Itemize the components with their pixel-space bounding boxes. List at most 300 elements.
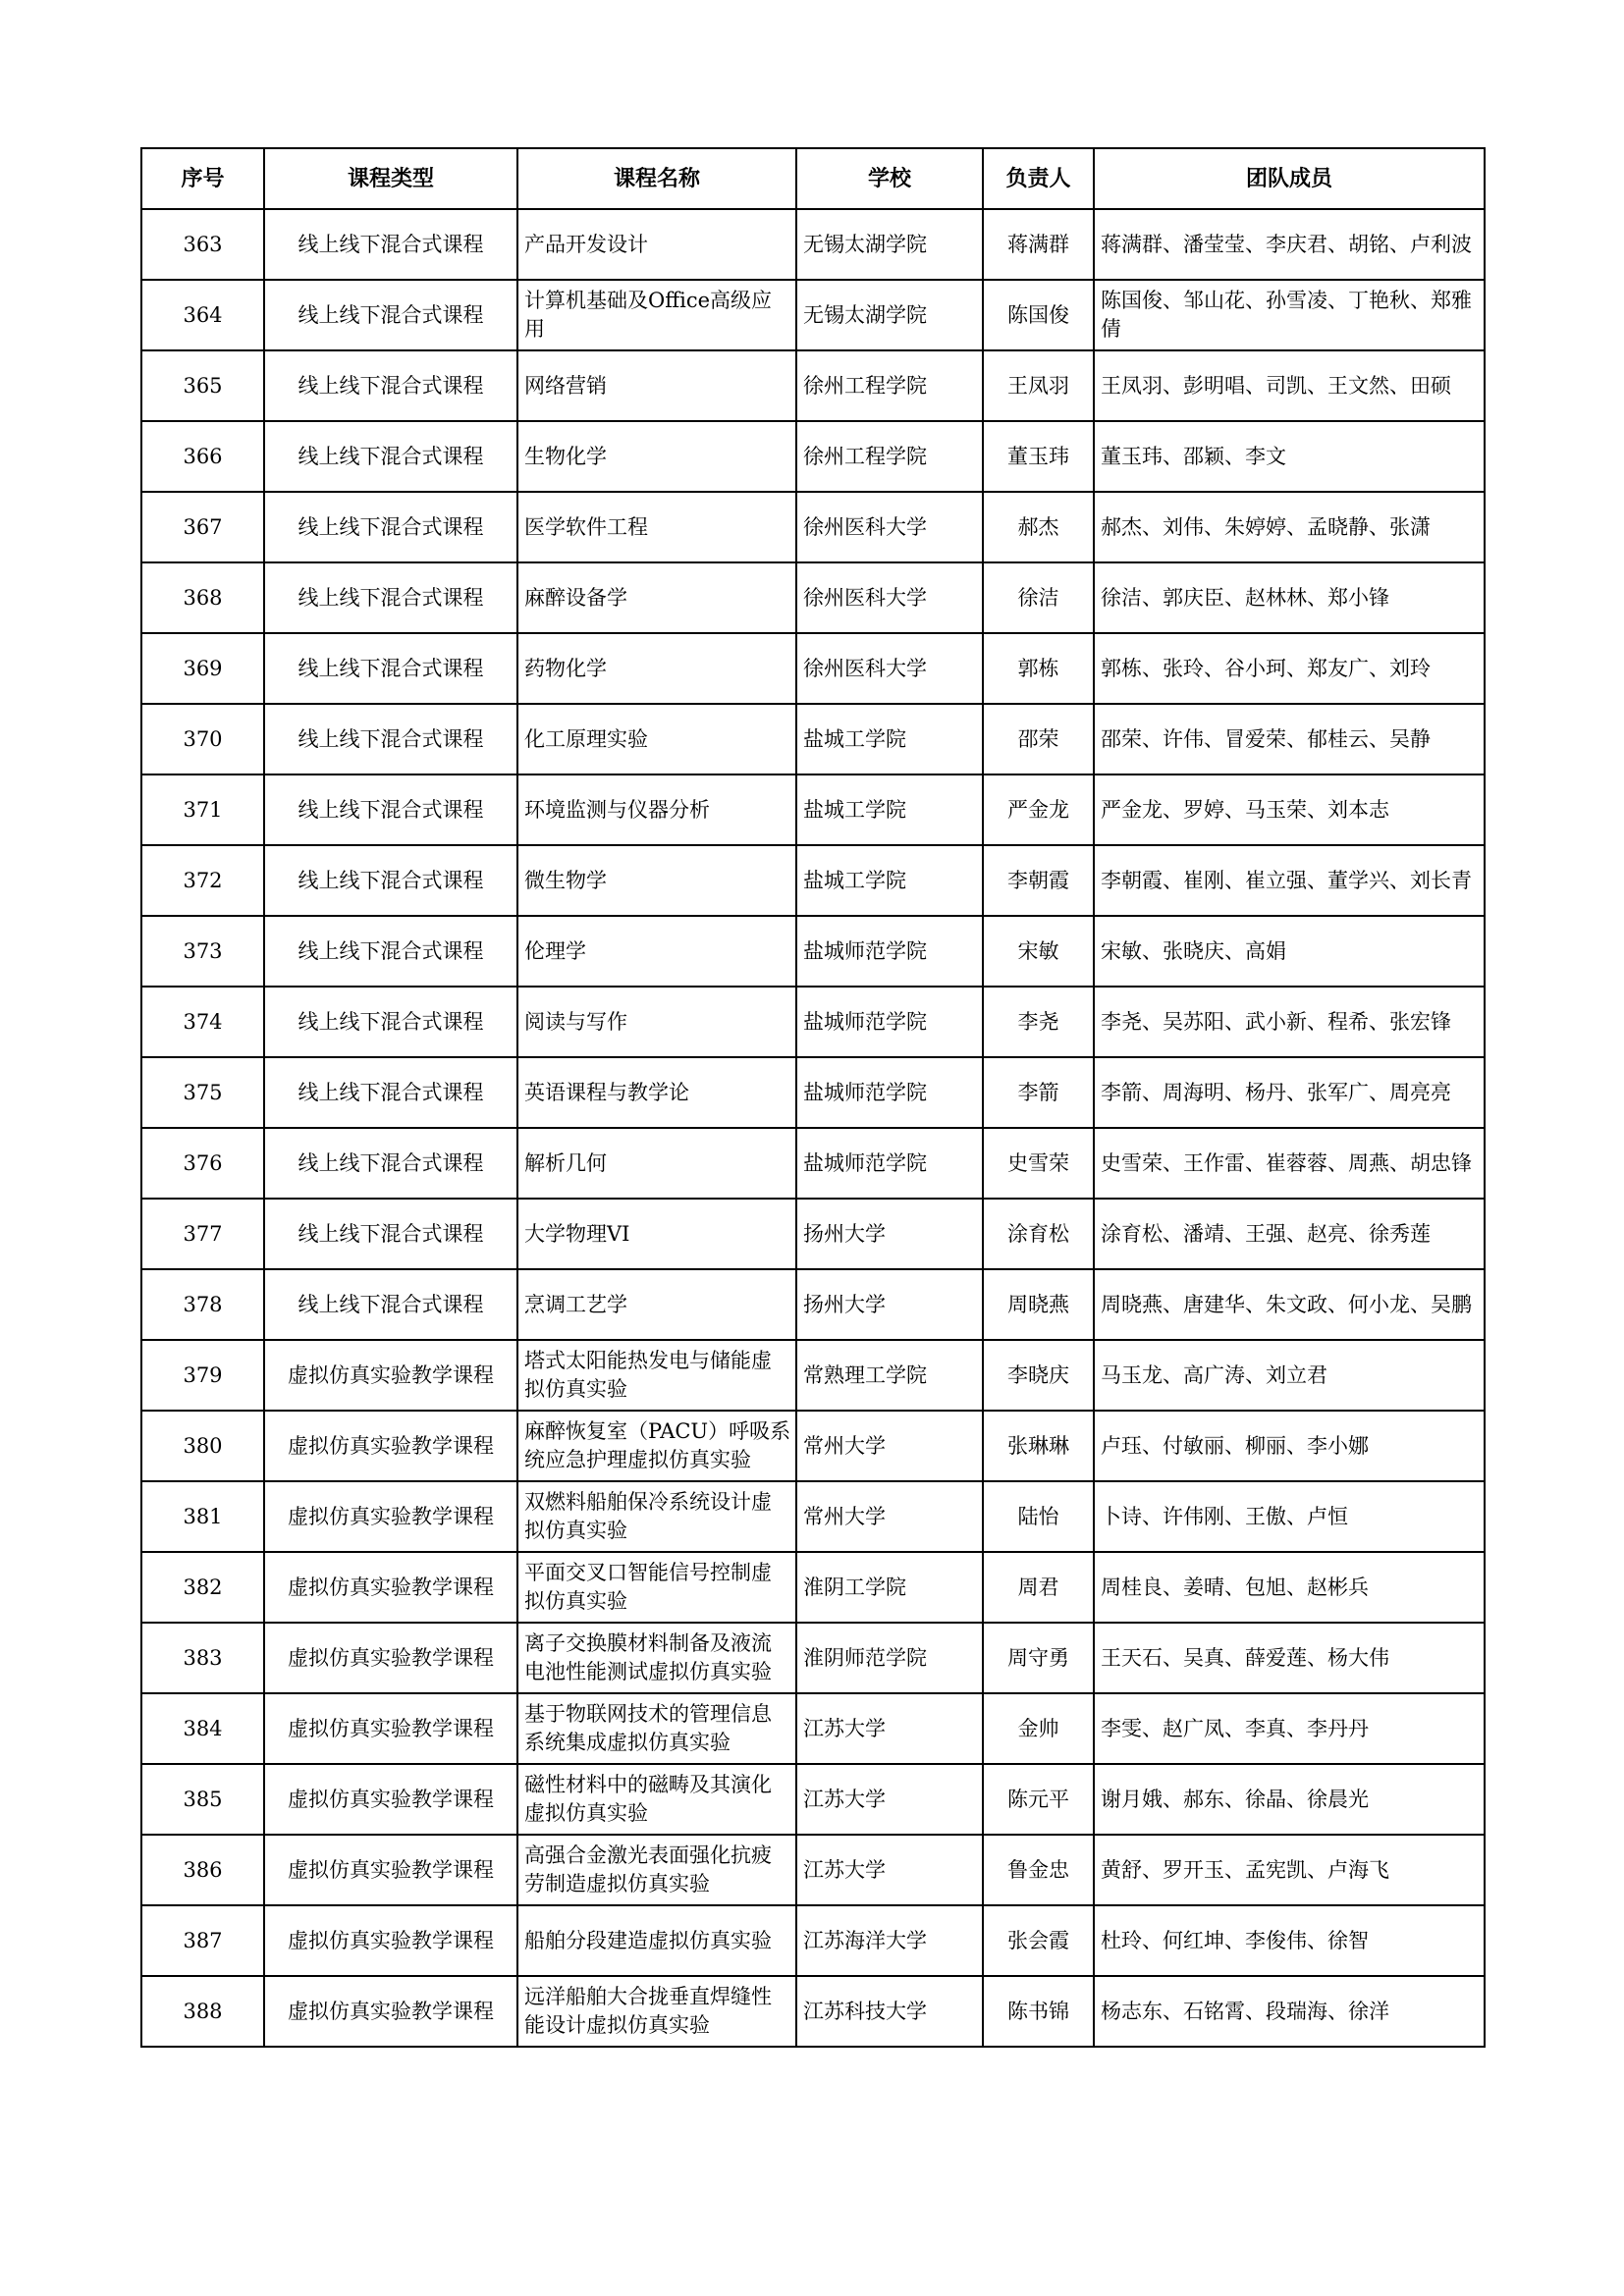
cell-no-text: 374: [183, 1009, 223, 1034]
cell-no-text: 370: [183, 726, 223, 751]
cell-course-type: [264, 916, 517, 987]
cell-course-type-text: 虚拟仿真实验教学课程: [288, 1433, 494, 1458]
cell-school-text: 江苏大学: [803, 1716, 886, 1740]
cell-course-name: [517, 1552, 796, 1623]
cell-school: [796, 845, 983, 916]
cell-no: [141, 1693, 264, 1764]
cell-lead: [983, 774, 1094, 845]
cell-school: [796, 1128, 983, 1199]
cell-course-name: [517, 1623, 796, 1693]
cell-school-text: 盐城工学院: [803, 797, 906, 822]
cell-school: [796, 1199, 983, 1269]
cell-team: [1094, 209, 1485, 280]
cell-team-text: 郭栋、张玲、谷小珂、郑友广、刘玲: [1101, 656, 1431, 680]
cell-team: [1094, 987, 1485, 1057]
cell-school: [796, 421, 983, 492]
cell-no-text: 382: [183, 1575, 223, 1599]
cell-course-name: [517, 1693, 796, 1764]
cell-lead-text: 郝杰: [1017, 514, 1059, 539]
cell-course-name-text: 化工原理实验: [524, 726, 648, 751]
cell-team: [1094, 1269, 1485, 1340]
cell-course-name-text: 解析几何: [524, 1150, 607, 1175]
table-row: [141, 633, 1485, 704]
cell-course-type: [264, 350, 517, 421]
cell-team-text: 谢月娥、郝东、徐晶、徐晨光: [1101, 1787, 1369, 1811]
cell-course-name: [517, 845, 796, 916]
table-row: [141, 1552, 1485, 1623]
cell-team: [1094, 1552, 1485, 1623]
cell-team-text: 宋敏、张晓庆、高娟: [1101, 938, 1286, 963]
cell-team: [1094, 774, 1485, 845]
cell-school: [796, 280, 983, 350]
table-row: [141, 421, 1485, 492]
table-row: [141, 280, 1485, 350]
cell-school-text: 淮阴工学院: [803, 1575, 906, 1599]
cell-course-type-text: 线上线下混合式课程: [298, 514, 484, 539]
cell-school: [796, 492, 983, 562]
cell-course-type: [264, 1411, 517, 1481]
cell-lead-text: 陈书锦: [1007, 1999, 1069, 2023]
cell-course-name-text: 麻醉设备学: [524, 585, 627, 610]
cell-no-text: 369: [183, 656, 223, 680]
cell-school: [796, 1693, 983, 1764]
cell-lead: [983, 209, 1094, 280]
cell-course-name: [517, 774, 796, 845]
cell-lead-text: 董玉玮: [1007, 444, 1069, 468]
cell-team-text: 周晓燕、唐建华、朱文政、何小龙、吴鹏: [1101, 1292, 1472, 1316]
cell-course-name: [517, 1057, 796, 1128]
cell-lead-text: 李晓庆: [1007, 1362, 1069, 1387]
cell-lead: [983, 1764, 1094, 1835]
cell-no: [141, 492, 264, 562]
cell-course-name: [517, 1905, 796, 1976]
cell-no-text: 366: [183, 444, 223, 468]
cell-no: [141, 633, 264, 704]
table-body: [141, 209, 1485, 2047]
cell-course-name-text: 伦理学: [524, 938, 586, 963]
cell-course-type: [264, 1552, 517, 1623]
table-row: [141, 492, 1485, 562]
cell-course-name: [517, 1269, 796, 1340]
cell-course-type-text: 线上线下混合式课程: [298, 1009, 484, 1034]
cell-team: [1094, 1835, 1485, 1905]
cell-team-text: 严金龙、罗婷、马玉荣、刘本志: [1101, 797, 1389, 822]
cell-team: [1094, 1623, 1485, 1693]
cell-course-name-text: 平面交叉口智能信号控制虚拟仿真实验: [524, 1561, 772, 1613]
cell-lead-text: 鲁金忠: [1007, 1857, 1069, 1882]
cell-no: [141, 1411, 264, 1481]
cell-lead: [983, 916, 1094, 987]
cell-lead: [983, 987, 1094, 1057]
table-row: [141, 987, 1485, 1057]
cell-lead: [983, 562, 1094, 633]
cell-team-text: 陈国俊、邹山花、孙雪凌、丁艳秋、郑雅倩: [1101, 289, 1472, 341]
cell-course-name: [517, 1128, 796, 1199]
cell-school: [796, 1269, 983, 1340]
cell-team-text: 黄舒、罗开玉、孟宪凯、卢海飞: [1101, 1857, 1389, 1882]
cell-lead-text: 金帅: [1017, 1716, 1059, 1740]
cell-school-text: 无锡太湖学院: [803, 232, 927, 256]
cell-lead: [983, 1340, 1094, 1411]
cell-no-text: 364: [183, 302, 223, 327]
cell-school: [796, 1764, 983, 1835]
cell-course-name-text: 远洋船舶大合拢垂直焊缝性能设计虚拟仿真实验: [524, 1985, 772, 2037]
table-row: [141, 1199, 1485, 1269]
cell-no: [141, 1976, 264, 2047]
cell-course-name-text: 烹调工艺学: [524, 1292, 627, 1316]
cell-team-text: 杨志东、石铭霄、段瑞海、徐洋: [1101, 1999, 1389, 2023]
cell-course-type-text: 虚拟仿真实验教学课程: [288, 1787, 494, 1811]
cell-lead: [983, 1693, 1094, 1764]
cell-no-text: 384: [183, 1716, 223, 1740]
cell-course-name: [517, 704, 796, 774]
cell-lead: [983, 350, 1094, 421]
cell-lead-text: 李尧: [1017, 1009, 1059, 1034]
cell-no-text: 368: [183, 585, 223, 610]
cell-no-text: 377: [183, 1221, 223, 1246]
cell-course-type: [264, 704, 517, 774]
cell-course-type: [264, 1057, 517, 1128]
cell-no-text: 379: [183, 1362, 223, 1387]
cell-school: [796, 1976, 983, 2047]
cell-school: [796, 1552, 983, 1623]
cell-course-name: [517, 350, 796, 421]
cell-school-text: 常熟理工学院: [803, 1362, 927, 1387]
cell-no: [141, 1128, 264, 1199]
cell-lead-text: 张琳琳: [1007, 1433, 1069, 1458]
table-row: [141, 350, 1485, 421]
cell-team-text: 李雯、赵广凤、李真、李丹丹: [1101, 1716, 1369, 1740]
cell-team-text: 卜诗、许伟刚、王傲、卢恒: [1101, 1504, 1348, 1528]
cell-no: [141, 1057, 264, 1128]
cell-school: [796, 987, 983, 1057]
cell-team-text: 王凤羽、彭明唱、司凯、王文然、田硕: [1101, 373, 1451, 398]
cell-lead-text: 涂育松: [1007, 1221, 1069, 1246]
cell-course-name: [517, 1411, 796, 1481]
cell-team: [1094, 562, 1485, 633]
course-table: [140, 147, 1486, 2048]
cell-lead-text: 严金龙: [1007, 797, 1069, 822]
cell-school: [796, 916, 983, 987]
cell-course-name-text: 麻醉恢复室（PACU）呼吸系统应急护理虚拟仿真实验: [524, 1419, 791, 1471]
table-row: [141, 1623, 1485, 1693]
cell-no: [141, 1623, 264, 1693]
cell-course-name: [517, 1481, 796, 1552]
cell-school-text: 盐城工学院: [803, 868, 906, 892]
cell-lead-text: 陈国俊: [1007, 302, 1069, 327]
cell-school: [796, 1481, 983, 1552]
cell-course-name-text: 大学物理VI: [524, 1221, 630, 1246]
cell-course-type-text: 虚拟仿真实验教学课程: [288, 1857, 494, 1882]
cell-school-text: 盐城师范学院: [803, 1150, 927, 1175]
cell-team: [1094, 1693, 1485, 1764]
cell-lead: [983, 1481, 1094, 1552]
cell-course-name: [517, 1340, 796, 1411]
cell-lead: [983, 1128, 1094, 1199]
cell-course-type-text: 线上线下混合式课程: [298, 868, 484, 892]
cell-no-text: 388: [183, 1999, 223, 2023]
cell-no: [141, 562, 264, 633]
table-row: [141, 845, 1485, 916]
cell-course-type-text: 线上线下混合式课程: [298, 1150, 484, 1175]
cell-course-type: [264, 1623, 517, 1693]
table-row: [141, 1269, 1485, 1340]
cell-course-type-text: 虚拟仿真实验教学课程: [288, 1645, 494, 1670]
cell-course-type: [264, 987, 517, 1057]
cell-school-text: 徐州医科大学: [803, 585, 927, 610]
cell-course-name-text: 船舶分段建造虚拟仿真实验: [524, 1928, 772, 1952]
cell-course-type: [264, 845, 517, 916]
cell-lead-text: 周守勇: [1007, 1645, 1069, 1670]
cell-school-text: 徐州工程学院: [803, 373, 927, 398]
cell-team-text: 涂育松、潘靖、王强、赵亮、徐秀莲: [1101, 1221, 1431, 1246]
cell-lead: [983, 633, 1094, 704]
cell-team: [1094, 1764, 1485, 1835]
cell-team-text: 邵荣、许伟、冒爱荣、郁桂云、吴静: [1101, 726, 1431, 751]
cell-no-text: 376: [183, 1150, 223, 1175]
cell-course-type: [264, 1905, 517, 1976]
cell-lead-text: 蒋满群: [1007, 232, 1069, 256]
cell-school: [796, 1835, 983, 1905]
cell-course-name: [517, 916, 796, 987]
cell-course-name: [517, 1976, 796, 2047]
cell-course-name-text: 磁性材料中的磁畴及其演化虚拟仿真实验: [524, 1773, 772, 1825]
cell-no: [141, 1481, 264, 1552]
cell-no-text: 372: [183, 868, 223, 892]
table-row: [141, 774, 1485, 845]
cell-no-text: 375: [183, 1080, 223, 1104]
cell-team: [1094, 1128, 1485, 1199]
cell-school: [796, 350, 983, 421]
cell-no-text: 387: [183, 1928, 223, 1952]
cell-lead-text: 李箭: [1017, 1080, 1059, 1104]
cell-no: [141, 1269, 264, 1340]
cell-course-type: [264, 421, 517, 492]
cell-course-name-text: 英语课程与教学论: [524, 1080, 689, 1104]
cell-team-text: 卢珏、付敏丽、柳丽、李小娜: [1101, 1433, 1369, 1458]
cell-course-type-text: 线上线下混合式课程: [298, 1292, 484, 1316]
cell-no: [141, 280, 264, 350]
cell-team: [1094, 1976, 1485, 2047]
cell-course-name: [517, 1835, 796, 1905]
cell-no: [141, 774, 264, 845]
cell-team-text: 王天石、吴真、薛爱莲、杨大伟: [1101, 1645, 1389, 1670]
cell-course-name-text: 医学软件工程: [524, 514, 648, 539]
cell-course-name-text: 生物化学: [524, 444, 607, 468]
cell-course-type: [264, 1269, 517, 1340]
header-team: 团队成员: [1094, 148, 1485, 209]
cell-school-text: 徐州医科大学: [803, 514, 927, 539]
cell-course-type-text: 线上线下混合式课程: [298, 726, 484, 751]
table-row: [141, 1481, 1485, 1552]
cell-team: [1094, 1340, 1485, 1411]
cell-course-type-text: 线上线下混合式课程: [298, 797, 484, 822]
header-no: 序号: [141, 148, 264, 209]
header-lead: 负责人: [983, 148, 1094, 209]
cell-course-name-text: 环境监测与仪器分析: [524, 797, 710, 822]
cell-school: [796, 1411, 983, 1481]
cell-lead-text: 宋敏: [1017, 938, 1059, 963]
cell-lead: [983, 421, 1094, 492]
cell-school: [796, 209, 983, 280]
cell-course-name-text: 产品开发设计: [524, 232, 648, 256]
cell-course-type: [264, 1128, 517, 1199]
cell-team: [1094, 845, 1485, 916]
cell-team-text: 蒋满群、潘莹莹、李庆君、胡铭、卢利波: [1101, 232, 1472, 256]
cell-lead: [983, 492, 1094, 562]
cell-school-text: 徐州工程学院: [803, 444, 927, 468]
cell-school-text: 淮阴师范学院: [803, 1645, 927, 1670]
cell-lead: [983, 845, 1094, 916]
cell-team-text: 李箭、周海明、杨丹、张军广、周亮亮: [1101, 1080, 1451, 1104]
cell-course-type: [264, 633, 517, 704]
cell-no-text: 383: [183, 1645, 223, 1670]
cell-course-type-text: 线上线下混合式课程: [298, 1221, 484, 1246]
cell-lead-text: 张会霞: [1007, 1928, 1069, 1952]
cell-course-name-text: 计算机基础及Office高级应用: [524, 289, 773, 341]
cell-course-type-text: 虚拟仿真实验教学课程: [288, 1504, 494, 1528]
cell-course-type-text: 线上线下混合式课程: [298, 302, 484, 327]
cell-school-text: 江苏大学: [803, 1787, 886, 1811]
cell-lead-text: 史雪荣: [1007, 1150, 1069, 1175]
cell-course-type-text: 线上线下混合式课程: [298, 938, 484, 963]
cell-team-text: 李朝霞、崔刚、崔立强、董学兴、刘长青: [1101, 868, 1472, 892]
cell-course-type: [264, 1976, 517, 2047]
cell-lead: [983, 1269, 1094, 1340]
cell-lead-text: 郭栋: [1017, 656, 1059, 680]
cell-course-type-text: 虚拟仿真实验教学课程: [288, 1575, 494, 1599]
cell-course-name-text: 基于物联网技术的管理信息系统集成虚拟仿真实验: [524, 1702, 772, 1754]
cell-course-type-text: 线上线下混合式课程: [298, 373, 484, 398]
cell-course-name-text: 阅读与写作: [524, 1009, 627, 1034]
cell-team: [1094, 492, 1485, 562]
table-row: [141, 1057, 1485, 1128]
cell-course-type: [264, 280, 517, 350]
cell-team: [1094, 916, 1485, 987]
cell-course-name-text: 双燃料船舶保冷系统设计虚拟仿真实验: [524, 1490, 772, 1542]
table-row: [141, 1835, 1485, 1905]
cell-no: [141, 845, 264, 916]
cell-team-text: 郝杰、刘伟、朱婷婷、孟晓静、张潇: [1101, 514, 1431, 539]
table-row: [141, 562, 1485, 633]
cell-no-text: 385: [183, 1787, 223, 1811]
cell-school-text: 常州大学: [803, 1433, 886, 1458]
cell-lead: [983, 1199, 1094, 1269]
cell-no-text: 380: [183, 1433, 223, 1458]
header-school: 学校: [796, 148, 983, 209]
cell-course-name-text: 药物化学: [524, 656, 607, 680]
cell-lead: [983, 1905, 1094, 1976]
cell-course-type: [264, 209, 517, 280]
cell-no: [141, 1764, 264, 1835]
cell-no: [141, 987, 264, 1057]
header-name: 课程名称: [517, 148, 796, 209]
table-row: [141, 1976, 1485, 2047]
cell-course-type: [264, 492, 517, 562]
cell-team-text: 李尧、吴苏阳、武小新、程希、张宏锋: [1101, 1009, 1451, 1034]
cell-school-text: 江苏大学: [803, 1857, 886, 1882]
cell-school: [796, 704, 983, 774]
cell-lead-text: 周君: [1017, 1575, 1059, 1599]
cell-no: [141, 421, 264, 492]
cell-lead-text: 陆怡: [1017, 1504, 1059, 1528]
table-row: [141, 1411, 1485, 1481]
cell-course-type: [264, 562, 517, 633]
cell-course-type: [264, 1199, 517, 1269]
cell-course-type-text: 线上线下混合式课程: [298, 444, 484, 468]
cell-course-name: [517, 987, 796, 1057]
cell-course-type: [264, 1693, 517, 1764]
cell-team: [1094, 704, 1485, 774]
cell-no: [141, 1552, 264, 1623]
table-row: [141, 1764, 1485, 1835]
cell-team-text: 徐洁、郭庆臣、赵林林、郑小锋: [1101, 585, 1389, 610]
cell-course-name: [517, 492, 796, 562]
cell-no: [141, 1905, 264, 1976]
cell-no-text: 371: [183, 797, 223, 822]
cell-school-text: 江苏海洋大学: [803, 1928, 927, 1952]
cell-lead-text: 邵荣: [1017, 726, 1059, 751]
cell-course-type-text: 线上线下混合式课程: [298, 1080, 484, 1104]
cell-lead-text: 王凤羽: [1007, 373, 1069, 398]
cell-no: [141, 1199, 264, 1269]
cell-team-text: 董玉玮、邵颖、李文: [1101, 444, 1286, 468]
cell-team-text: 周桂良、姜晴、包旭、赵彬兵: [1101, 1575, 1369, 1599]
cell-lead: [983, 1411, 1094, 1481]
cell-team-text: 杜玲、何红坤、李俊伟、徐智: [1101, 1928, 1369, 1952]
cell-school: [796, 633, 983, 704]
cell-lead-text: 周晓燕: [1007, 1292, 1069, 1316]
cell-lead: [983, 704, 1094, 774]
cell-school-text: 扬州大学: [803, 1292, 886, 1316]
cell-course-name-text: 微生物学: [524, 868, 607, 892]
cell-lead-text: 李朝霞: [1007, 868, 1069, 892]
cell-course-type-text: 线上线下混合式课程: [298, 656, 484, 680]
cell-course-name: [517, 633, 796, 704]
cell-team: [1094, 280, 1485, 350]
cell-no-text: 381: [183, 1504, 223, 1528]
cell-no: [141, 350, 264, 421]
cell-school: [796, 1905, 983, 1976]
cell-no-text: 365: [183, 373, 223, 398]
cell-course-name-text: 高强合金激光表面强化抗疲劳制造虚拟仿真实验: [524, 1843, 772, 1896]
cell-team-text: 史雪荣、王作雷、崔蓉蓉、周燕、胡忠锋: [1101, 1150, 1472, 1175]
cell-team: [1094, 633, 1485, 704]
cell-course-type: [264, 1340, 517, 1411]
cell-team: [1094, 350, 1485, 421]
cell-course-type-text: 线上线下混合式课程: [298, 585, 484, 610]
cell-lead: [983, 280, 1094, 350]
cell-school: [796, 1340, 983, 1411]
cell-no: [141, 209, 264, 280]
cell-course-name-text: 网络营销: [524, 373, 607, 398]
cell-no-text: 378: [183, 1292, 223, 1316]
cell-lead-text: 陈元平: [1007, 1787, 1069, 1811]
cell-course-name: [517, 421, 796, 492]
cell-school-text: 扬州大学: [803, 1221, 886, 1246]
header-row: [141, 148, 1485, 209]
cell-team: [1094, 1481, 1485, 1552]
cell-course-name: [517, 1199, 796, 1269]
header-type: 课程类型: [264, 148, 517, 209]
cell-course-type: [264, 1835, 517, 1905]
cell-no: [141, 916, 264, 987]
table-row: [141, 1340, 1485, 1411]
cell-team: [1094, 1057, 1485, 1128]
cell-course-name: [517, 562, 796, 633]
cell-no-text: 373: [183, 938, 223, 963]
table-row: [141, 916, 1485, 987]
